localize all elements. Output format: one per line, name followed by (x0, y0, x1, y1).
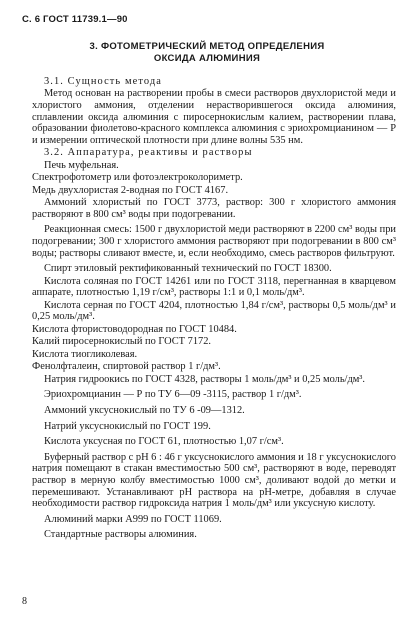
list-item-ammonium-chloride: Аммоний хлористый по ГОСТ 3773, раствор: 300 г хлористого аммония растворяют в 800 см³ воды при подогревании. (32, 197, 396, 220)
list-item-sulfuric-acid: Кислота серная по ГОСТ 4204, плотностью 1,84 г/см³, растворы 0,5 моль/дм³ и 0,25 моль/дм³. (32, 299, 396, 323)
list-item-ammonium-acetate: Аммоний уксуснокислый по ТУ 6 -09—1312. (44, 405, 245, 417)
section-title-line2: ОКСИДА АЛЮМИНИЯ (153, 53, 261, 64)
list-item-reaction-mixture: Реакционная смесь: 1500 г двухлористой меди растворяют в 2200 см³ воды при подогревании; 300 г хлористого аммония растворяют при подогревании в 800 см³ воды; растворы сливают вместе, и, если необходимо, смесь растворов фильтруют. (32, 224, 396, 259)
list-item-sodium-hydroxide: Натрия гидроокись по ГОСТ 4328, растворы 1 моль/дм³ и 0,25 моль/дм³. (44, 373, 366, 385)
list-item-potassium-pyrosulfate: Калий пиросернокислый по ГОСТ 7172. (32, 336, 212, 348)
subsection-heading-essence: 3.1. Сущность метода (44, 76, 162, 87)
list-item-spectrophotometer: Спектрофотометр или фотоэлектроколориметр. (32, 172, 243, 184)
document-body (32, 76, 396, 542)
section-title (0, 41, 414, 65)
list-item-phenolphthalein: Фенолфталеин, спиртовой раствор 1 г/дм³. (32, 361, 221, 373)
list-item-standard-solutions: Стандартные растворы алюминия. (44, 529, 197, 541)
list-item-aluminium: Алюминий марки А999 по ГОСТ 11069. (44, 513, 222, 525)
list-item-furnace: Печь муфельная. (44, 159, 119, 171)
section-title-line1: 3. ФОТОМЕТРИЧЕСКИЙ МЕТОД ОПРЕДЕЛЕНИЯ (89, 41, 325, 52)
list-item-copper-chloride: Медь двухлористая 2-водная по ГОСТ 4167. (32, 184, 229, 196)
list-item-hydrochloric-acid: Кислота соляная по ГОСТ 14261 или по ГОСТ 3118, перегнанная в кварцевом аппарате, плотностью 1,19 г/см³, растворы 1:1 и 0,1 моль/дм³. (32, 275, 396, 299)
list-item-hydrofluoric-acid: Кислота фтористоводородная по ГОСТ 10484. (32, 323, 237, 335)
list-item-ethyl-alcohol: Спирт этиловый ректификованный технический по ГОСТ 18300. (44, 263, 332, 275)
page-number: 8 (22, 596, 27, 607)
list-item-sodium-acetate: Натрий уксуснокислый по ГОСТ 199. (44, 420, 211, 432)
paragraph-buffer-solution: Буферный раствор с рН 6 : 46 г уксуснокислого аммония и 18 г уксуснокислого натрия помещают в стакан вместимостью 500 см³, растворяют в воде, переводят раствор в мерную колбу вместимостью 1000 см³, доливают водой до метки и перемешивают. Устанавливают рН раствора на рН-метре, добавляя в случае необходимости раствор гидроксида натрия 1 моль/дм³ или уксусную кислоту. (32, 451, 397, 510)
subsection-heading-apparatus: 3.2. Аппаратура, реактивы и растворы (44, 147, 253, 159)
page-header: С. 6 ГОСТ 11739.1—90 (22, 14, 128, 25)
list-item-acetic-acid: Кислота уксусная по ГОСТ 61, плотностью 1,07 г/см³. (44, 436, 284, 448)
list-item-thioglycolic-acid: Кислота тиогликолевая. (32, 348, 138, 360)
list-item-eriochromcyanine: Эриохромцианин — Р по ТУ 6—09 -3115, раствор 1 г/дм³. (44, 389, 302, 401)
paragraph-method: Метод основан на растворении пробы в смеси растворов двухлористой меди и хлористого аммония, отделении нерастворившегося оксида алюминия, сплавлении оксида алюминия с пиросернокислым калием, растворении плава, образовании фиолетово-красного комплекса алюминия с эриохромцианином — Р и измерении оптической плотности при длине волны 535 нм. (32, 88, 396, 146)
